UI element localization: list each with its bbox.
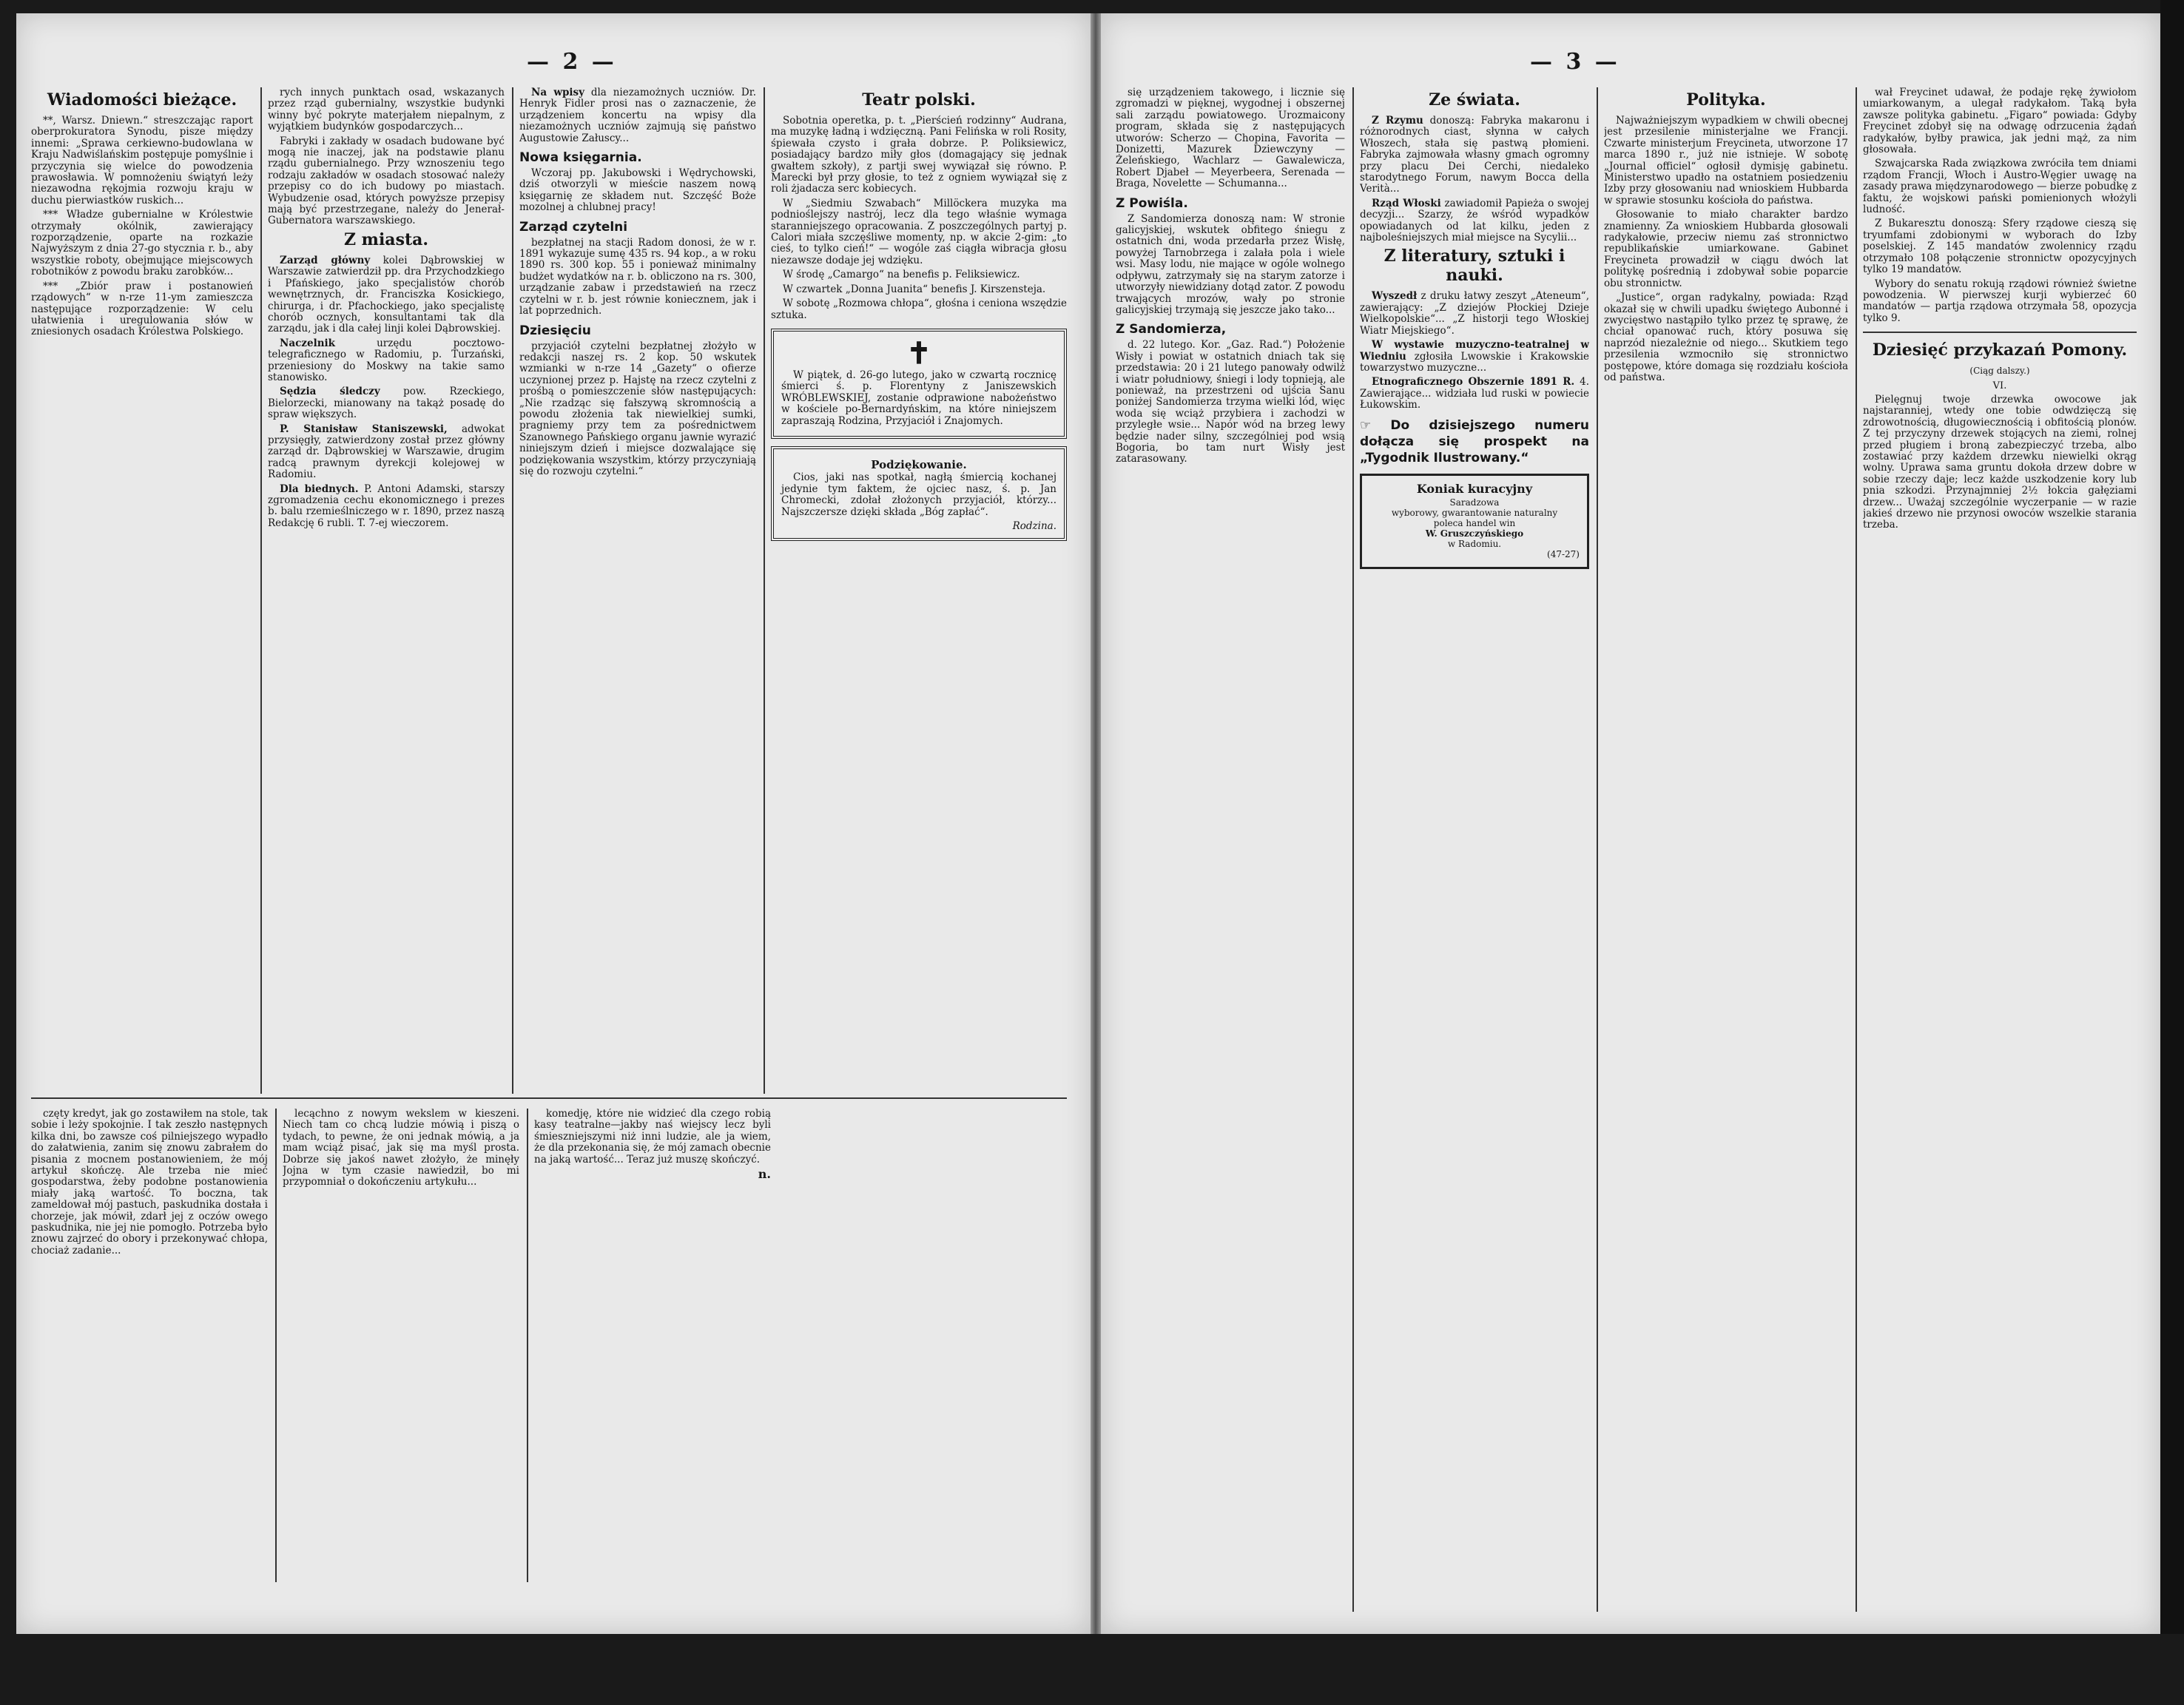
article-paragraph: W środę „Camargo“ na benefis p. Feliksiewicz. [783, 269, 1020, 281]
section-heading: Ze świata. [1429, 90, 1520, 110]
supplement-notice [1360, 417, 1589, 466]
news-item-text: donoszą: Fabryka makaronu i różnorodnych ciast, słynna w całych Włoszech, stała się pastwą płomieni. Fabryka zajmowała własny gmach ogromny przy placu Dei Cerchi, niedaleko starodytnego Forum, nawym Bocca della Verità... [1360, 115, 1589, 195]
section-heading: Dziesięć przykazań Pomony. [1872, 340, 2128, 360]
feuilleton-text: lecąchno z nowym wekslem w kieszeni. Niech tam co chcą ludzie mówią i piszą o tydach, to pewne, że oni jednak mówią, a ja mam wciąż pisać, jak się ma myśl prosta. Dobrze się jakoś nawet złożyło, że minęły Jojna w tym czasie nawiedził, bo mi przypomniał o dokończeniu artykułu... [283, 1109, 519, 1188]
news-item-text: dla niezamożnych uczniów. Dr. Henryk Fidler prosi nas o zaznaczenie, że urządzeniem koncertu na wpisy dla niezamożnych uczniów zajmują się państwo Augustowie Załuscy... [519, 87, 756, 144]
obituary-notice [771, 329, 1067, 439]
column-rule [1597, 87, 1598, 1612]
section-subtitle: (Ciąg dalszy.) [1969, 366, 2030, 377]
section-number: VI. [1992, 380, 2007, 391]
cognac-advertisement [1360, 474, 1589, 569]
news-item-title: Nowa księgarnia. [519, 150, 642, 166]
news-item-title: Rząd Włoski [1372, 197, 1441, 209]
section-divider [1863, 332, 2137, 333]
news-item-title: Zarząd główny [280, 254, 371, 266]
news-item-title: Sędzia śledczy [280, 386, 380, 398]
ad-line: poleca handel win [1433, 517, 1516, 528]
column-local-notes [519, 87, 756, 1086]
cross-icon: ✝ [906, 335, 931, 371]
news-item-title: Naczelnik [280, 337, 335, 349]
thanks-title: Podziękowanie. [871, 457, 967, 471]
news-item-text: adwokat przysięgły, zatwierdzony został przez główny zarząd dr. Dąbrowskiej w Warszawie, drugim radcą prawnym dyrekcji kolejowej w Radomiu. [268, 423, 505, 481]
section-heading: Polityka. [1686, 90, 1766, 110]
column-politics-cont [1863, 87, 2137, 1612]
news-item-title: Z Rzymu [1372, 115, 1423, 127]
section-heading: Z miasta. [343, 229, 429, 249]
news-item-title: Z Sandomierza, [1116, 322, 1227, 337]
news-item-title: Zarząd czytelni [519, 219, 628, 235]
article-paragraph: Z Bukaresztu donoszą: Sfery rządowe cieszą się tryumfami zdobionymi w wyborach do Izby poselskiej. Z 145 mandatów zwolennicy rządu otrzymało 108 połączenie stronnictw opozycyjnych tylko 19 mandatów. [1863, 218, 2137, 276]
article-paragraph: wał Freycinet udawał, że podaje rękę żywiołom umiarkowanym, a ulegał radykałom. Taką była zawsze polityka gabinetu. „Figaro“ powiada: Gdyby Freycinet zdobył się na odwagę odrzucenia żądań radykałów, byłby prawica, jak jedni mąż, za nim głosowała. [1863, 87, 2137, 156]
news-item [268, 484, 505, 530]
news-item-title: P. Stanisław Staniszewski, [280, 423, 448, 435]
column-world [1360, 87, 1589, 1612]
news-item-text: z druku łatwy zeszyt „Ateneum“, zawierający: „Z dziejów Płockiej Dzieje Wielkopolskie“... „Z historji tego Włoskiej Wiatr Miejskiego“. [1360, 290, 1589, 337]
article-paragraph: Sobotnia operetka, p. t. „Pierścień rodzinny“ Audrana, ma muzykę ładną i wdzięczną. Pani Felińska w roli Rosity, śpiewała czysto i grała dobrze. P. Poliksiewicz, posiadający bardzo miły głos (domagający się jednak gwałtem szkoły), z partji swej wywiązał się równo. P. Marecki był przy głosie, to też z ogniem wywiązał się z roli żjadacza serc kobiecych. [771, 115, 1067, 195]
news-item [268, 338, 505, 384]
article-paragraph: „Justice“, organ radykalny, powiada: Rząd okazał się w chwili upadku świętego Aubonné i zwycięstwo nastąpiło tylko przez tę sprawę, że chciał opanować ruch, który posuwa się naprzód niezależnie od niego... Skutkiem tego przesilenia wzmocniło się stronnictwo postępowe, które domaga się rozdziału kościoła od państwa. [1604, 292, 1848, 383]
section-heading: Z literatury, sztuki i nauki. [1383, 246, 1565, 286]
ad-line: W. Gruszczyńskiego [1425, 528, 1524, 539]
column-provinces [1116, 87, 1345, 1612]
news-item-text: d. 22 lutego. Kor. „Gaz. Rad.“) Położenie Wisły i powiat w ostatnich dniach tak się przedstawia: 20 i 21 lutego panowały odwilż i wiatr południowy, śniegi i lody topnieją, ale ponieważ, na przestrzeni od ujścia Sanu poniżej Sandomierza trzyma wielki lód, więc woda się wciąż przybiera i zachodzi w przyległe wsie... Napór wód na brzeg lewy będzie nader silny, szczególniej pod wsią Bogoria, bo tam nurt Wisły jest zatarasowany. [1116, 339, 1345, 465]
article-paragraph: Szwajcarska Rada związkowa zwróciła tem dniami rządom Francji, Włoch i Austro-Węgier uwagę na zasady prawa międzynarodowego — bierze pobudkę z faktu, że wojskowi pański pomienionych włożyli ludność. [1863, 158, 2137, 216]
article-paragraph: *** „Zbiór praw i postanowień rządowych“ w n-rze 11-ym zamieszcza następujące rozporządzenie: W celu ułatwienia i uregulowania słów w zniesionych osadach Królestwa Polskiego. [31, 280, 253, 338]
thanks-text: Cios, jaki nas spotkał, nagłą śmiercią kochanej jedynie tym faktem, że ojciec nasz, ś. p. Jan Chromecki, zdołał złożonych przyjaciół, którzy... Najszczersze dzięki składa „Bóg zapłać“. [781, 471, 1056, 518]
page-number: — 3 — [1530, 49, 1620, 75]
newspaper-page-2 [16, 13, 1091, 1634]
column-rule [1352, 87, 1354, 1612]
pointing-hand-icon: ☞ [1360, 417, 1372, 433]
column-current-news [31, 87, 253, 1086]
article-paragraph: **, Warsz. Dniewn.“ streszczając raport oberprokuratora Synodu, pisze między innemi: „Sprawa cerkiewno-budowlana w Kraju Nadwiślańskim postępuje pomyślnie i przyczynia się wielce do powodzenia prawosławia. W pomnożeniu świątyń leży niezawodna rękojmia rozwoju kraju w duchu pierwiastków ruskich... [31, 115, 253, 206]
ad-title: Koniak kuracyjny [1416, 481, 1533, 496]
ad-line: w Radomiu. [1447, 538, 1502, 549]
page-number: — 2 — [527, 49, 617, 75]
news-item-text: bezpłatnej na stacji Radom donosi, że w r. 1891 wykazuje sumę 435 rs. 94 kop., a w roku 1890 rs. 300 kop. 55 i ponieważ minimalny budżet wydatków na r. b. obliczono na rs. 300, urządzanie zabaw i przedstawień na rzecz czytelni w r. b. jest równie koniecznem, jak i lat poprzednich. [519, 236, 756, 317]
news-item [268, 255, 505, 335]
news-item-text: przyjaciół czytelni bezpłatnej złożyło w redakcji naszej rs. 2 kop. 50 wskutek wzmianki w n-rze 14 „Gazety“ o ofierze uczynionej przez p. Hajstę na rzecz czytelni z prośbą o pomieszczenie słów następujących: „Nie rzadząc się fałszywą skromnością a powodu złożenia tak niewielkiej sumki, pragniemy przy tem za pośrednictwem Szanownego Pańskiego organu jawnie wyrazić niniejszym dzień i miejsce dozwalające się podziękowania wszystkim, którzy przyczyniają się do rozwoju czytelni.“ [519, 340, 756, 477]
column-theatre [771, 87, 1067, 1086]
thanks-notice [771, 446, 1067, 541]
article-paragraph: Pielęgnuj twoje drzewka owocowe jak najstaranniej, wtedy one tobie odwdzięczą się zdrowotnością, długowiecznością i obfitością plonów. Z tej przyczyny drzewek stojących na ziemi, rolnej przed pługiem i broną zabezpieczyć trzeba, albo zostawiać przy każdem drzewku niewielki okrąg wolny. Uprawa sama gruntu dokoła drzew dobre w sobie rzeczy daje; lecz każde uszkodzenie kory lub pnia szkodzi. Przynajmniej 2½ łokcia gałęziami drzew... Uważaj szczególnie wyczerpanie — w razie jakieś drzewo nie przynosi owoców wszelkie starania trzeba. [1863, 393, 2137, 531]
column-city-news [268, 87, 505, 1086]
article-paragraph: rych innych punktach osad, wskazanych przez rząd gubernialny, wszystkie budynki winny być pokryte materjałem niepalnym, z wyjątkiem budynków gospodarczych... [268, 87, 505, 133]
column-rule [764, 87, 765, 1094]
newspaper-page-3 [1101, 13, 2160, 1634]
column-rule [512, 87, 513, 1094]
news-item-text: zgłosiła Lwowskie i Krakowskie towarzystwo muzyczne... [1360, 350, 1589, 374]
news-item-title: Etnograficznego Obszernie 1891 R. [1372, 376, 1575, 389]
news-item-text: pow. Rzeckiego, Bielorzecki, mianowany na takąż posadę do spraw większych. [268, 386, 505, 421]
news-item-text: 4. Zawierające... widziała lud ruski w powiecie Łukowskim. [1360, 376, 1589, 411]
column-rule [260, 87, 262, 1094]
feuilleton-column [534, 1109, 771, 1582]
news-item-text: zawiadomił Papieża o swojej decyzji... Szarzy, że wśród wypadków opowiadanych od lat kilku, jeden z najboleśniejszych miał miejsce na Sycylii... [1360, 197, 1589, 244]
column-rule [275, 1109, 277, 1582]
article-paragraph: *** Władze gubernialne w Królestwie otrzymały okólnik, zawierający rozporządzenie, oparte na rozkazie Najwyższym z dnia 27-go stycznia r. b., aby wszystkie roboty, obejmujące miejscowych robotników z powodu braku zarobków... [31, 209, 253, 278]
news-item-title: Na wpisy [531, 87, 584, 98]
news-item-title: W wystawie muzyczno-teatralnej w Wiedniu [1360, 339, 1589, 363]
column-rule [1856, 87, 1857, 1612]
news-item-title: Wyszedł [1372, 290, 1418, 303]
section-heading: Teatr polski. [862, 90, 976, 110]
news-item-text: urzędu pocztowo-telegraficznego w Radomiu, p. Turzański, przeniesiony do Moskwy na takie samo stanowisko. [268, 337, 505, 383]
feuilleton-rule [31, 1097, 1067, 1099]
background-edge [0, 1634, 2184, 1705]
article-paragraph: W „Siedmiu Szwabach“ Millöckera muzyka ma podnioślejszy nastrój, lecz dla tego właśnie wymaga staranniejszego opracowania. Z poszczególnych partyj p. Calori miała szczęśliwe momenty, np. w akcie 2-gim: „to cieś, to tylko cień!“ — wogóle zaś ciągła wibracja głosu niezawsze dodaje jej wdzięku. [771, 197, 1067, 266]
news-item-title: Z Powiśla. [1116, 195, 1188, 211]
column-rule [527, 1109, 528, 1582]
news-item-title: Dla biednych. [280, 482, 359, 495]
article-paragraph: Fabryki i zakłady w osadach budowane być mogą nie inaczej, jak na podstawie planu rządu gubernialnego. Przy wznoszeniu tego rodzaju zakładów w osadach stosować należy przepisy co do ich budowy po miastach. Wybudzenie osad, których powyższe przepisy mają być przestrzegane, należy do Jenerał-Gubernatora warszawskiego. [268, 135, 505, 227]
news-item [268, 386, 505, 420]
news-item-text: P. Antoni Adamski, starszy zgromadzenia cechu ekonomicznego i prezes b. balu rzemieślniczego w r. 1890, przez naszą Redakcję 6 rubli. T. 7-ej wieczorem. [268, 482, 505, 529]
ad-line: Saradzowa [1449, 497, 1500, 508]
feuilleton-column [31, 1109, 268, 1582]
news-item-text: Z Sandomierza donoszą nam: W stronie galicyjskiej, wskutek obfitego śniegu z ostatnich dni, woda przedarła przez Wisłę, powyżej Tarnobrzega i zalała pola i wiele wsi. Masy lodu, nie mające w ogóle wolnego odpływu, zatrzymały się na starym zatorze i utworzyły niewidziany dotąd zator. Z powodu trwających mrozów, wały po stronie galicyjskiej trzymają się jeszcze jako tako... [1116, 212, 1345, 316]
news-item-text: Wczoraj pp. Jakubowski i Wędrychowski, dziś otworzyli w mieście naszem nową księgarnię ze składem nut. Szczęść Boże mozolnej a chlubnej pracy! [519, 167, 756, 214]
article-paragraph: się urządzeniem takowego, i licznie się zgromadzi w pięknej, wygodnej i obszernej sali zarządu powiatowego. Urozmaicony program, składa się z następujących utworów: Scherzo — Chopina, Favorita — Donizetti, Mazurek Dziewczyny — Żeleńskiego, Wachlarz — Gawalewicza, Robert Djabeł — Meyerbeera, Serenada — Braga, Novelette — Schumanna... [1116, 87, 1345, 190]
ad-line: wyborowy, gwarantowanie naturalny [1391, 507, 1558, 518]
article-paragraph: W czwartek „Donna Juanita“ benefis J. Kirszensteja. [783, 283, 1046, 295]
news-item-text: kolei Dąbrowskiej w Warszawie zatwierdził pp. dra Przychodzkiego i Pfańskiego, jako specjalistów chorób wewnętrznych, dr. Franciszka Kosickiego, chirurga, i dr. Pfachockiego, jako specjalistę chorób ocznych, konsultantami tak dla zarządu, jak i dla całej linji kolei Dąbrowskiej. [268, 254, 505, 335]
supplement-notice-text: Do dzisiejszego numeru dołącza się prospekt na „Tygodnik Ilustrowany.“ [1360, 417, 1589, 465]
article-paragraph: Najważniejszym wypadkiem w chwili obecnej jest przesilenie ministerjalne we Francji. Czwarte ministerjum Freycineta, utworzone 17 marca 1890 r., już nie istnieje. W sobotę „Journal officiel“ ogłosił dymisję gabinetu. Ministerstwo upadło na ostatniem posiedzeniu Izby przy głosowaniu nad wnioskiem Hubbarda w sprawie stosunku kościoła do państwa. [1604, 115, 1848, 206]
section-heading: Wiadomości bieżące. [47, 90, 237, 110]
feuilleton-column [283, 1109, 519, 1582]
article-paragraph: Głosowanie to miało charakter bardzo znamienny. Za wnioskiem Hubbarda głosowali radykałowie, przeciw niemu zaś stronnictwo republikańskie umiarkowane. Gabinet Freycineta prowadził w ciągu dwóch lat politykę pośrednią i zdobywał sobie poparcie obu stronnictw. [1604, 209, 1848, 289]
article-paragraph: W sobotę „Rozmowa chłopa“, głośna i ceniona wszędzie sztuka. [771, 297, 1067, 321]
column-politics [1604, 87, 1848, 1612]
feuilleton-text: komedję, które nie widzieć dla czego robią kasy teatralne—jakby naś wiejscy lecz byli śmieszniejszymi niż inni ludzie, ale ja wiem, że dla przekonania się, że mój zamach obecnie na jaką wartość... Teraz już muszę skończyć. [534, 1109, 771, 1166]
news-item-title: Dziesięciu [519, 323, 591, 338]
background-edge [2160, 0, 2184, 1705]
ad-code: (47-27) [1547, 548, 1580, 559]
thanks-signature: Rodzina. [1012, 519, 1056, 532]
feuilleton-signature: n. [758, 1167, 771, 1182]
news-item [268, 424, 505, 481]
page-gutter [1091, 13, 1101, 1634]
feuilleton-text: częty kredyt, jak go zostawiłem na stole, tak sobie i leży spokojnie. I tak zeszło następnych kilka dni, bo zawsze coś pilniejszego wypadło do załatwienia, zanim się znowu zabrałem do pisania z mocnem postanowieniem, że mój artykuł skończę. Ale trzeba nie mieć gospodarstwa, żeby podobne postanowienia miały jaką wartość. To boczna, tak zameldował mój pastuch, paskudnika dostała i chorzeje, jak mówił, zdarł jej z oczów owego paskudnika, nie jej nie pomogło. Potrzeba było znowu zajrzeć do obory i przekonywać chłopa, chociaż zadanie... [31, 1109, 268, 1257]
obituary-text: W piątek, d. 26-go lutego, jako w czwartą rocznicę śmierci ś. p. Florentyny z Janiszewskich WRÓBLEWSKIEJ, zostanie odprawione nabożeństwo w kościele po-Bernardyńskim, na które niniejszem zapraszają Rodzina, Przyjaciół i Znajomych. [781, 369, 1056, 427]
article-paragraph: Wybory do senatu rokują rządowi również świetne powodzenia. W pierwszej kurji wybierzeć 60 mandatów — partja rządowa otrzymała 58, opozycja tylko 9. [1863, 278, 2137, 324]
